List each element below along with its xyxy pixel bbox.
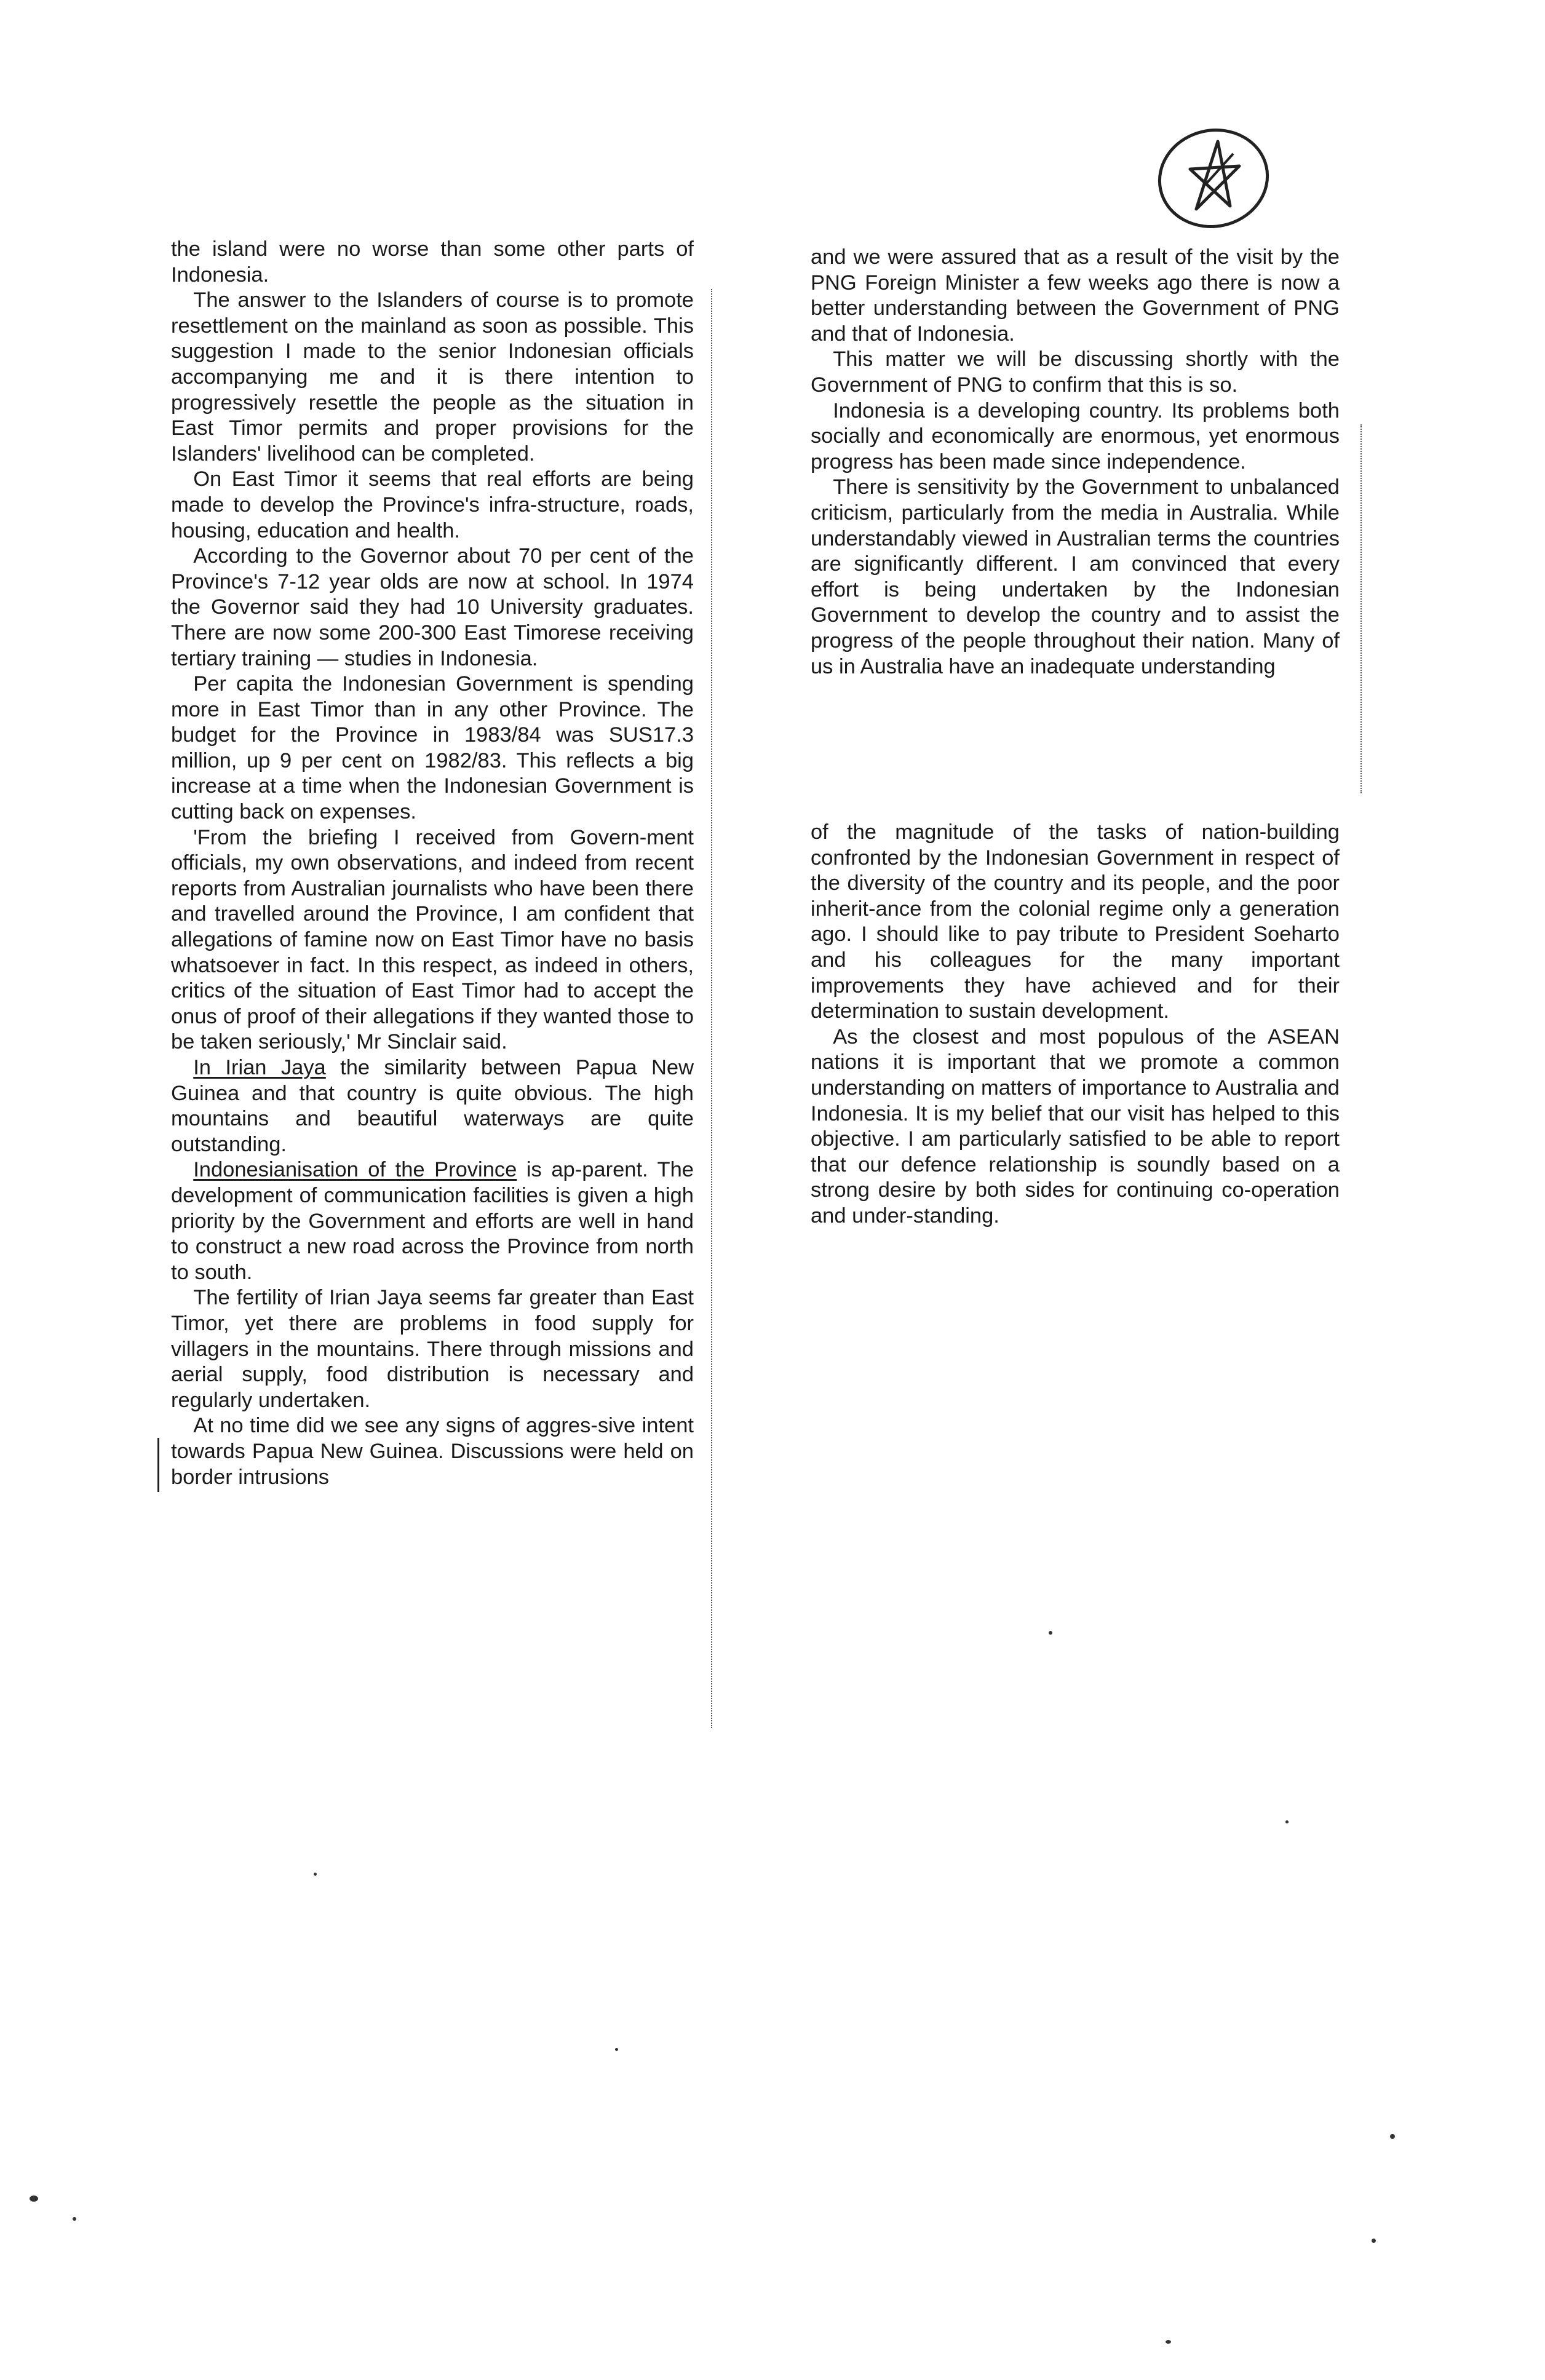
- paragraph-irian-jaya: [171, 1055, 694, 1157]
- right-column-bottom: [811, 820, 1340, 1229]
- paragraph: On East Timor it seems that real efforts are being made to develop the Province's infra-structure, roads, housing, education and health.: [171, 467, 694, 542]
- scan-speck: [73, 2217, 76, 2221]
- paragraph: The answer to the Islanders of course is to promote resettlement on the mainland as soon as possible. This suggestion I made to the senior Indonesian officials accompanying me and it is there intention to progressively resettle the people as the situation in East Timor permits and proper provisions for the Islanders' livelihood can be completed.: [171, 288, 694, 466]
- paragraph: Per capita the Indonesian Government is spending more in East Timor than in any other Province. The budget for the Province in 1983/84 was SUS17.3 million, up 9 per cent on 1982/83. This reflects a big increase at a time when the Indonesian Government is cutting back on expenses.: [171, 672, 694, 824]
- paragraph: At no time did we see any signs of aggres-sive intent towards Papua New Guinea. Discussions were held on border intrusions: [171, 1414, 694, 1489]
- paragraph: As the closest and most populous of the ASEAN nations it is important that we promote a common understanding on matters of importance to Australia and Indonesia. It is my belief that our visit has helped to this objective. I am particularly satisfied to be able to report that our defence relationship is soundly based on a strong desire by both sides for continuing co-operation and under-standing.: [811, 1025, 1340, 1228]
- paragraph-indonesianisation: [171, 1157, 694, 1285]
- paragraph: There is sensitivity by the Government to unbalanced criticism, particularly from the media in Australia. While understandably viewed in Australian terms the countries are significantly different. I am convinced that every effort is being undertaken by the Indonesian Government to develop the country and to assist the progress of the people throughout their nation. Many of us in Australia have an inadequate understanding: [811, 475, 1340, 678]
- paragraph: and we were assured that as a result of the visit by the PNG Foreign Minister a few weeks ago there is now a better understanding between the Government of PNG and that of Indonesia.: [811, 245, 1340, 346]
- handwritten-underline-text: In Irian Jaya: [193, 1056, 326, 1079]
- right-column-top: [811, 245, 1340, 680]
- scan-speck: [30, 2196, 38, 2202]
- scan-speck: [1285, 1820, 1289, 1823]
- handwritten-circle-mark-icon: [1147, 117, 1282, 240]
- left-column: [171, 237, 694, 1490]
- paragraph: of the magnitude of the tasks of nation-building confronted by the Indonesian Government in respect of the diversity of the country and its people, and the poor inherit-ance from the colonial regime only a generation ago. I should like to pay tribute to President Soeharto and his colleagues for the many important improvements they have achieved and for their determination to sustain development.: [811, 820, 1340, 1023]
- paragraph: According to the Governor about 70 per cent of the Province's 7-12 year olds are now at school. In 1974 the Governor said they had 10 University graduates. There are now some 200-300 East Timorese receiving tertiary training — studies in Indonesia.: [171, 544, 694, 670]
- scan-speck: [615, 2048, 618, 2051]
- handwritten-margin-bracket: [157, 1438, 159, 1492]
- scan-speck: [1049, 1631, 1052, 1635]
- paragraph-text: the similarity between Papua New Guinea and that country is quite obvious. The high mountains and beautiful waterways are quite outstanding.: [171, 1056, 694, 1156]
- scan-speck: [314, 1873, 317, 1876]
- paragraph-text: is ap-parent. The development of communication facilities is given a high priority by the Government and efforts are well in hand to construct a new road across the Province from north to south.: [171, 1158, 694, 1284]
- column-gutter-line: [711, 289, 712, 1728]
- handwritten-underline-text: Indonesianisation of the Province: [193, 1158, 517, 1182]
- scan-speck: [1166, 2340, 1171, 2344]
- paragraph: the island were no worse than some other parts of Indonesia.: [171, 237, 694, 287]
- paragraph: 'From the briefing I received from Govern-ment officials, my own observations, and indeed from recent reports from Australian journalists who have been there and travelled around the Province, I am confident that allegations of famine now on East Timor have no basis whatsoever in fact. In this respect, as indeed in others, critics of the situation of East Timor had to accept the onus of proof of their allegations if they wanted those to be taken seriously,' Mr Sinclair said.: [171, 825, 694, 1054]
- scan-speck: [1372, 2239, 1376, 2243]
- paragraph: The fertility of Irian Jaya seems far greater than East Timor, yet there are problems in food supply for villagers in the mountains. There through missions and aerial supply, food distribution is necessary and regularly undertaken.: [171, 1286, 694, 1412]
- column-gutter-line: [1360, 424, 1362, 793]
- scan-speck: [1390, 2134, 1395, 2139]
- paragraph: Indonesia is a developing country. Its problems both socially and economically are enormous, yet enormous progress has been made since independence.: [811, 399, 1340, 474]
- paragraph: This matter we will be discussing shortly with the Government of PNG to confirm that this is so.: [811, 347, 1340, 397]
